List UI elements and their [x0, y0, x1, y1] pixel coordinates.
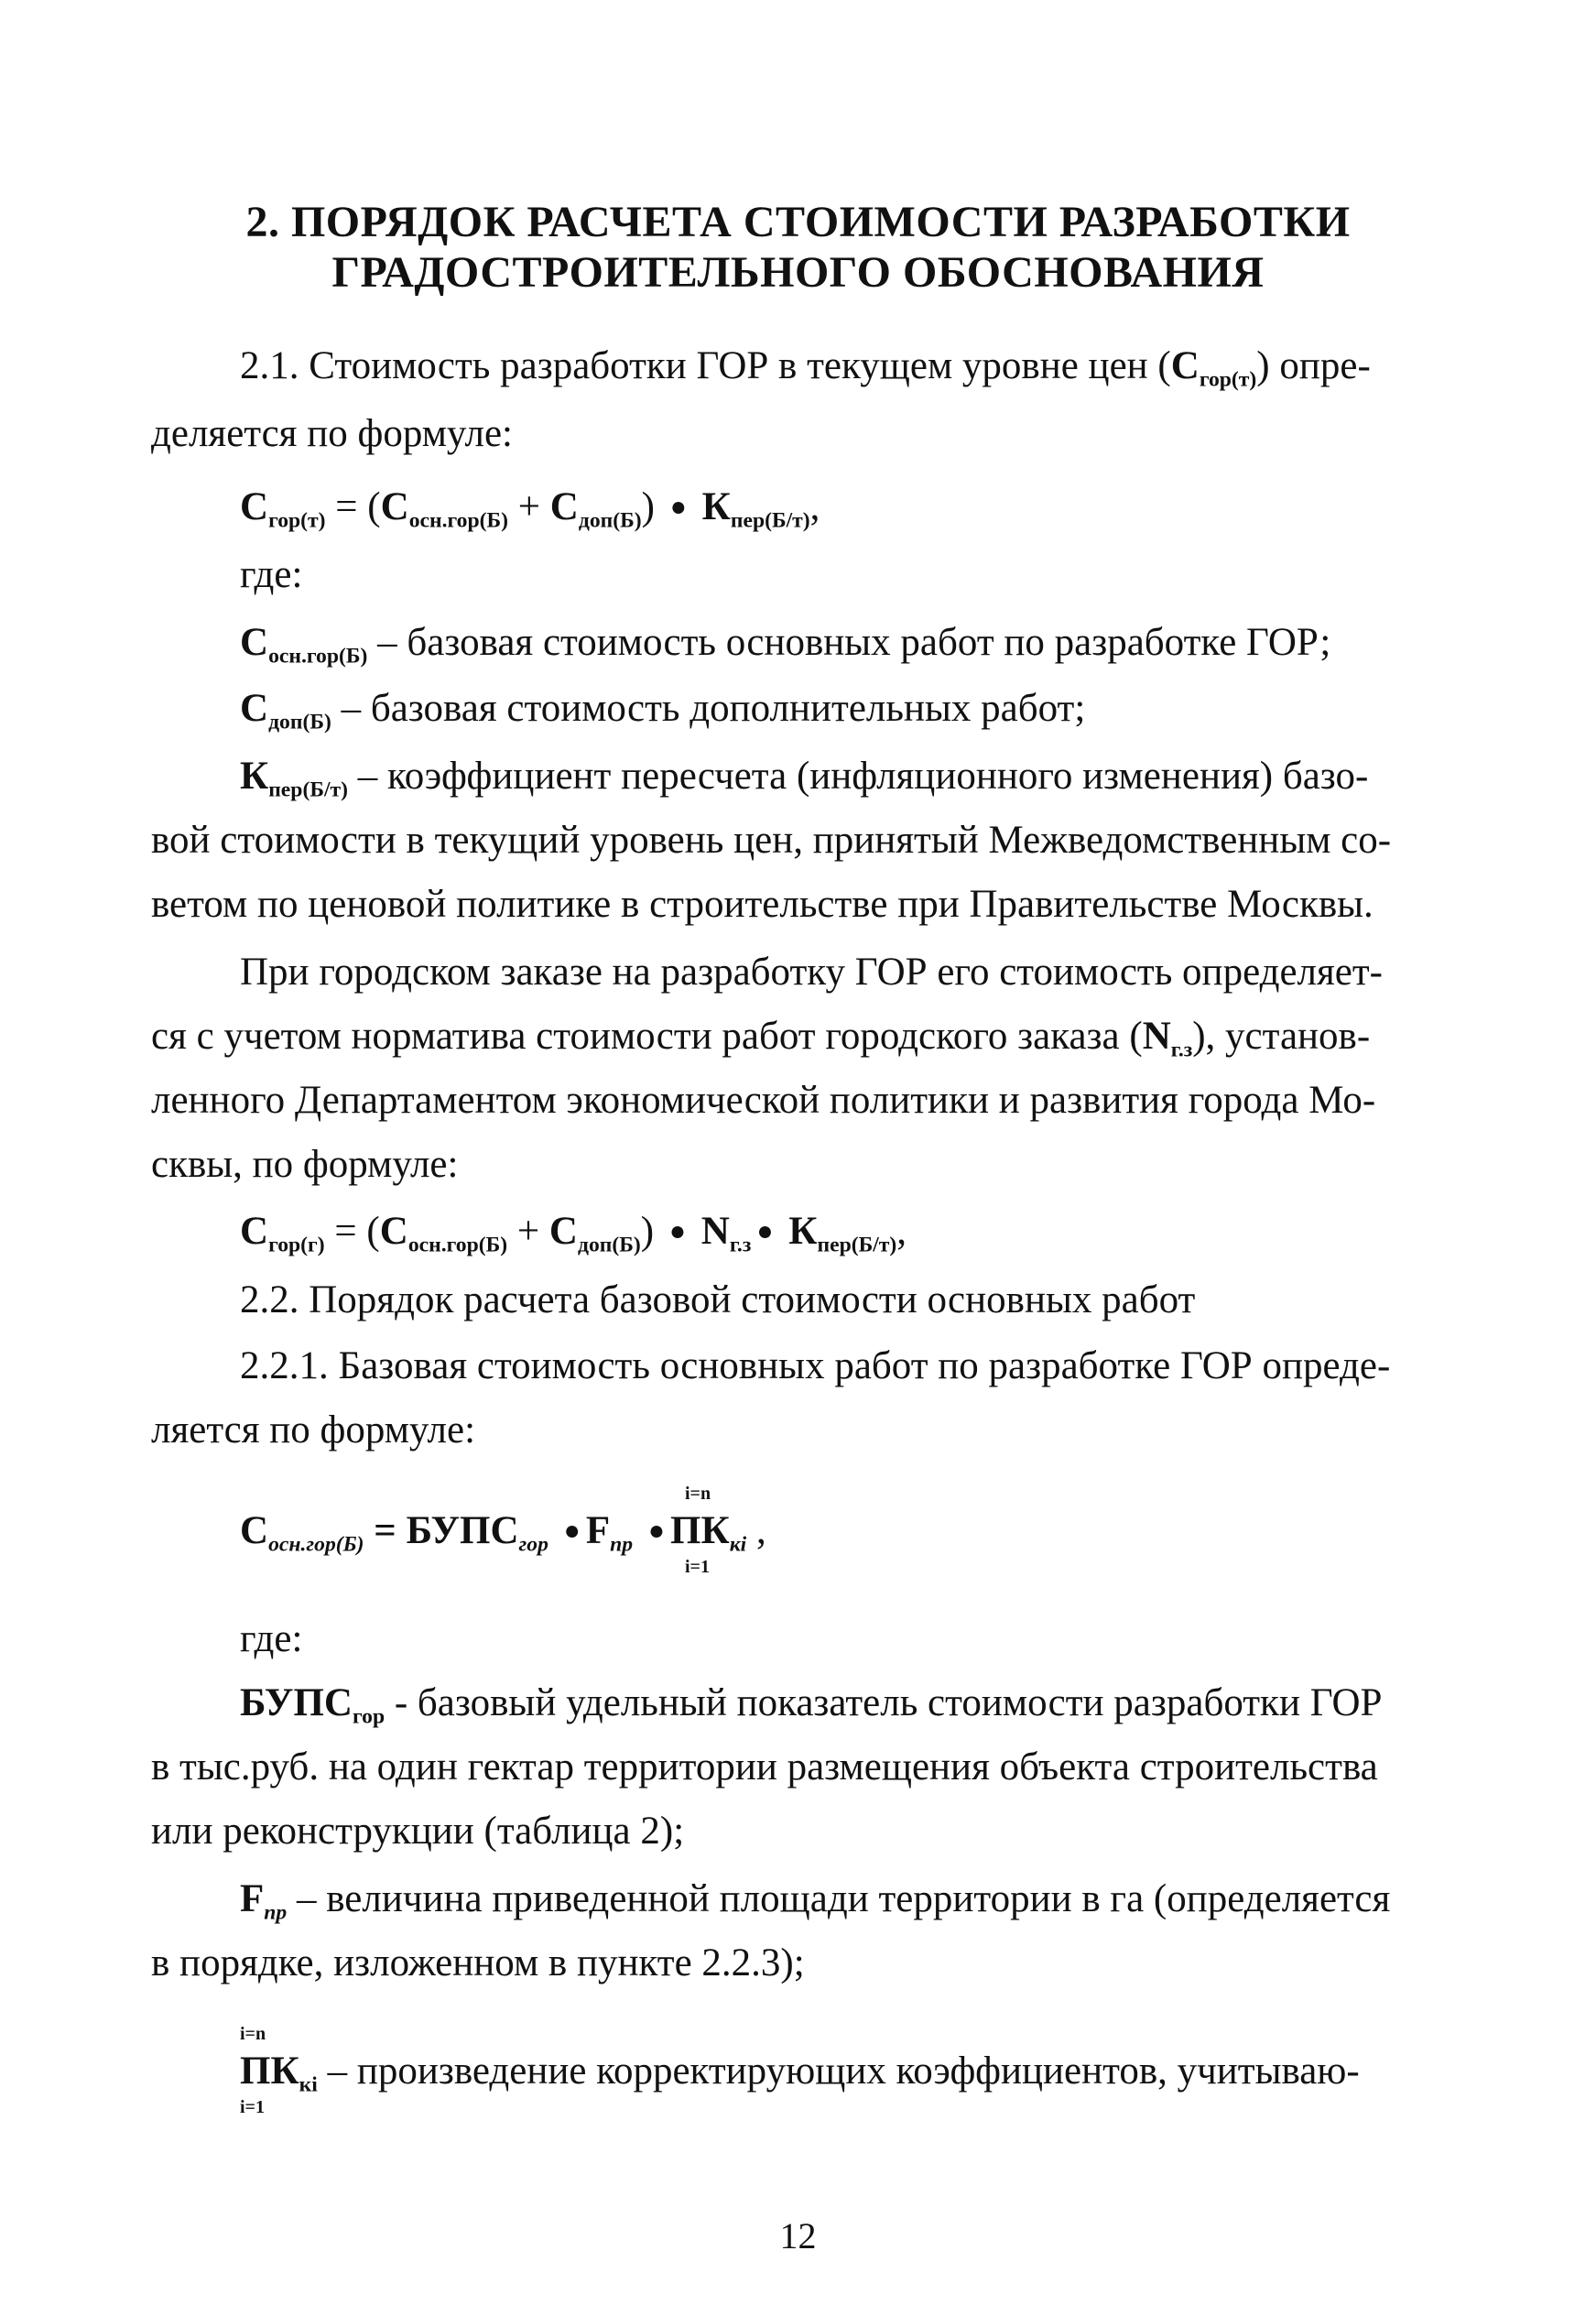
paragraph-city-line-3: ленного Департаментом экономической политики и развития города Мо- — [151, 1079, 1376, 1122]
definition-pk: $ПК_{кi}$ – произведение корректирующих коэффициентов, учитываю- — [240, 2050, 1360, 2097]
bullet-operator-icon: ● — [669, 491, 687, 523]
bullet-operator-icon: ● — [647, 1515, 666, 1547]
definition-k-per-line-3: ветом по ценовой политике в строительстве при Правительстве Москвы. — [151, 883, 1373, 926]
product-lower-limit: i=1 — [685, 1557, 710, 1577]
definition-bups-line-1: $БУПС_{гор}$ - базовый удельный показатель стоимости разработки ГОР — [240, 1681, 1383, 1729]
definition-bups-line-2: в тыс.руб. на один гектар территории размещения объекта строительства — [151, 1745, 1378, 1789]
section-title-line-1: 2. ПОРЯДОК РАСЧЕТА СТОИМОСТИ РАЗРАБОТКИ — [245, 198, 1351, 246]
product-upper-limit: i=n — [685, 1484, 711, 1504]
definition-f-pr-line-2: в порядке, изложенном в пункте 2.2.3); — [151, 1941, 805, 1984]
paragraph-city-line-4: сквы, по формуле: — [151, 1143, 459, 1186]
section-title-line-2: ГРАДОСТРОИТЕЛЬНОГО ОБОСНОВАНИЯ — [331, 248, 1265, 297]
paragraph-2-2: 2.2. Порядок расчета базовой стоимости основных работ — [240, 1278, 1196, 1321]
formula-1: $С_{гор(т)} = (С_{осн.гор(Б)} + С_{доп(Б)})$ ● $К_{пер(Б/т)}$, — [240, 485, 820, 533]
where-label-2: где: — [240, 1617, 303, 1660]
definition-k-per-line-1: $К_{пер(Б/т)}$ – коэффициент пересчета (инфляционного изменения) базо- — [240, 755, 1369, 802]
definition-k-per-line-2: вой стоимости в текущий уровень цен, принятый Межведомственным со- — [151, 819, 1392, 862]
paragraph-2-2-1-line-1: 2.2.1. Базовая стоимость основных работ по разработке ГОР опреде- — [240, 1344, 1391, 1387]
formula-3: $С_{осн.гор(Б)}$ = $БУПС_{гор}$ ● $F_{пр}$ ● $ПК_{кi}$ , — [240, 1509, 766, 1557]
definition-f-pr-line-1: $F_{пр}$ – величина приведенной площади территории в га (определяется — [240, 1877, 1391, 1925]
paragraph-2-1-line-1: 2.1. Стоимость разработки ГОР в текущем уровне цен $(С_{гор(т)})$ опре- — [240, 344, 1371, 392]
where-label-1: где: — [240, 553, 303, 596]
product-def-lower-limit: i=1 — [240, 2097, 265, 2117]
page-number: 12 — [779, 2215, 817, 2256]
formula-2: $С_{гор(г)} = (С_{осн.гор(Б)} + С_{доп(Б)})$ ● $N_{г.з}$ ● $К_{пер(Б/т)}$, — [240, 1210, 907, 1257]
definition-bups-line-3: или реконструкции (таблица 2); — [151, 1810, 685, 1853]
bullet-operator-icon: ● — [563, 1515, 581, 1547]
definition-c-dop: $С_{доп(Б)}$ – базовая стоимость дополнительных работ; — [240, 687, 1086, 734]
paragraph-2-1-line-2: деляется по формуле: — [151, 412, 513, 455]
paragraph-city-line-2: ся с учетом норматива стоимости работ городского заказа $(N_{г.з})$, установ- — [151, 1015, 1371, 1062]
paragraph-2-2-1-line-2: ляется по формуле: — [151, 1408, 476, 1452]
bullet-operator-icon: ● — [668, 1215, 687, 1247]
definition-c-osn-gor: $С_{осн.гор(Б)}$ – базовая стоимость основных работ по разработке ГОР; — [240, 621, 1331, 669]
product-def-upper-limit: i=n — [240, 2024, 266, 2044]
bullet-operator-icon: ● — [756, 1215, 774, 1247]
paragraph-city-line-1: При городском заказе на разработку ГОР его стоимость определяет- — [240, 951, 1383, 994]
